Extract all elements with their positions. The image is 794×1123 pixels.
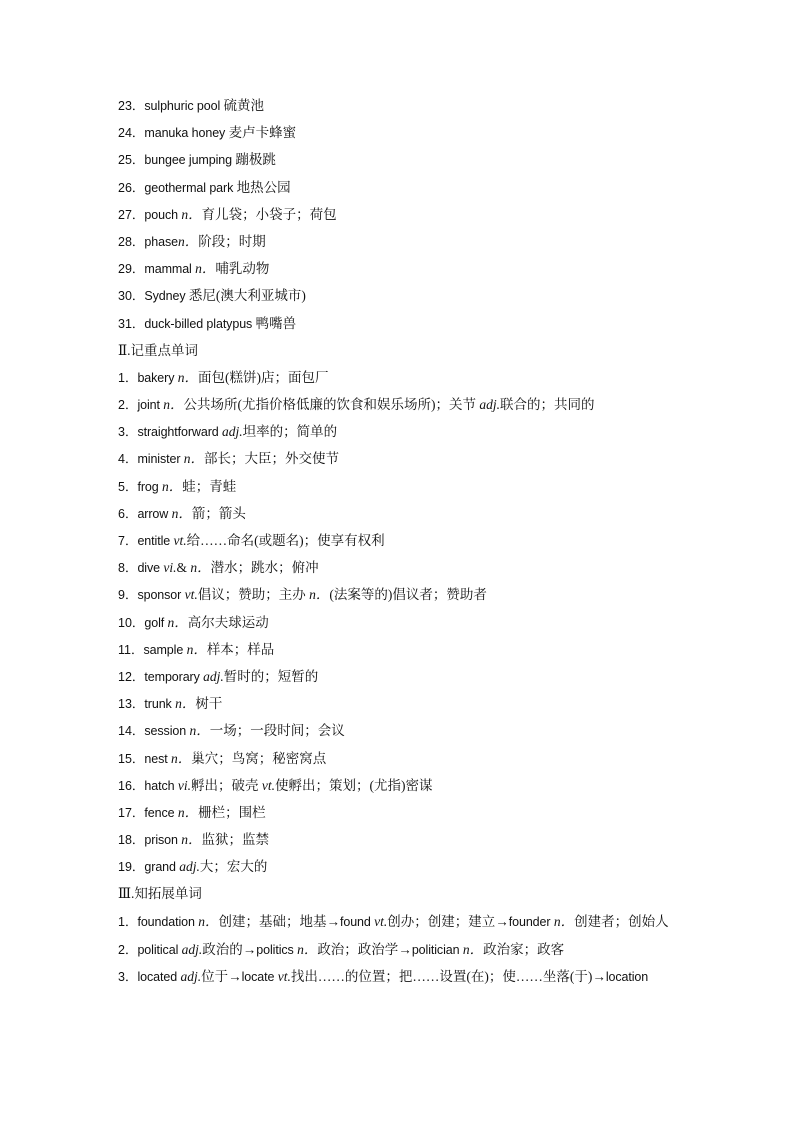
section-heading: Ⅲ.知拓展单词 xyxy=(118,886,202,902)
list-item: 29．mammal n．哺乳动物 xyxy=(118,261,270,277)
list-item: 31．duck-billed platypus 鸭嘴兽 xyxy=(118,315,297,331)
list-item: 3．straightforward adj.坦率的；简单的 xyxy=(118,424,338,440)
list-item: 27．pouch n．育儿袋；小袋子；荷包 xyxy=(118,206,337,222)
list-item: 11．sample n．样本；样品 xyxy=(118,641,275,657)
vocabulary-content xyxy=(118,92,680,990)
list-item: 6．arrow n．箭；箭头 xyxy=(118,505,246,521)
list-item: 28．phasen．阶段；时期 xyxy=(118,233,266,249)
list-item: 5．frog n．蛙；青蛙 xyxy=(118,478,237,494)
list-item: 10．golf n．高尔夫球运动 xyxy=(118,614,269,630)
list-item: 8．dive vi.& n．潜水；跳水；俯冲 xyxy=(118,560,319,576)
list-item: 18．prison n．监狱；监禁 xyxy=(118,832,269,848)
list-item: 12．temporary adj.暂时的；短暂的 xyxy=(118,668,319,684)
list-item: 2．political adj.政治的→politics n．政治；政治学→politician n．政治家；政客 xyxy=(118,941,565,957)
section-heading: Ⅱ.记重点单词 xyxy=(118,342,199,358)
list-item: 7．entitle vt.给……命名(或题名)；使享有权利 xyxy=(118,533,385,548)
vocab-list-extended xyxy=(118,908,680,991)
list-item: 13．trunk n．树干 xyxy=(118,696,223,712)
list-item: 14．session n．一场；一段时间；会议 xyxy=(118,723,345,739)
list-item: 4．minister n．部长；大臣；外交使节 xyxy=(118,451,340,467)
vocab-list-continued xyxy=(118,92,680,337)
list-item: 9．sponsor vt.倡议；赞助；主办 n．(法案等的)倡议者；赞助者 xyxy=(118,587,487,603)
list-item: 15．nest n．巢穴；鸟窝；秘密窝点 xyxy=(118,750,327,766)
list-item: 3．located adj.位于→locate vt.找出……的位置；把……设置(在)；使……坐落(于)→location xyxy=(118,969,649,985)
list-item: 16．hatch vi.孵出；破壳 vt.使孵出；策划；(尤指)密谋 xyxy=(118,777,433,793)
list-item: 17．fence n．栅栏；围栏 xyxy=(118,804,266,820)
list-item: 26．geothermal park 地热公园 xyxy=(118,179,291,195)
list-item: 23．sulphuric pool 硫黄池 xyxy=(118,98,265,113)
list-item: 1．foundation n．创建；基础；地基→found vt.创办；创建；建立→founder n．创建者；创始人 xyxy=(118,913,669,929)
list-item: 19．grand adj.大；宏大的 xyxy=(118,859,268,875)
list-item: 24．manuka honey 麦卢卡蜂蜜 xyxy=(118,125,297,141)
list-item: 25．bungee jumping 蹦极跳 xyxy=(118,152,276,168)
list-item: 1．bakery n．面包(糕饼)店；面包厂 xyxy=(118,369,329,385)
vocab-list-key xyxy=(118,364,680,881)
list-item: 30．Sydney 悉尼(澳大利亚城市) xyxy=(118,288,306,304)
list-item: 2．joint n．公共场所(尤指价格低廉的饮食和娱乐场所)；关节 adj.联合的；共同的 xyxy=(118,397,595,413)
